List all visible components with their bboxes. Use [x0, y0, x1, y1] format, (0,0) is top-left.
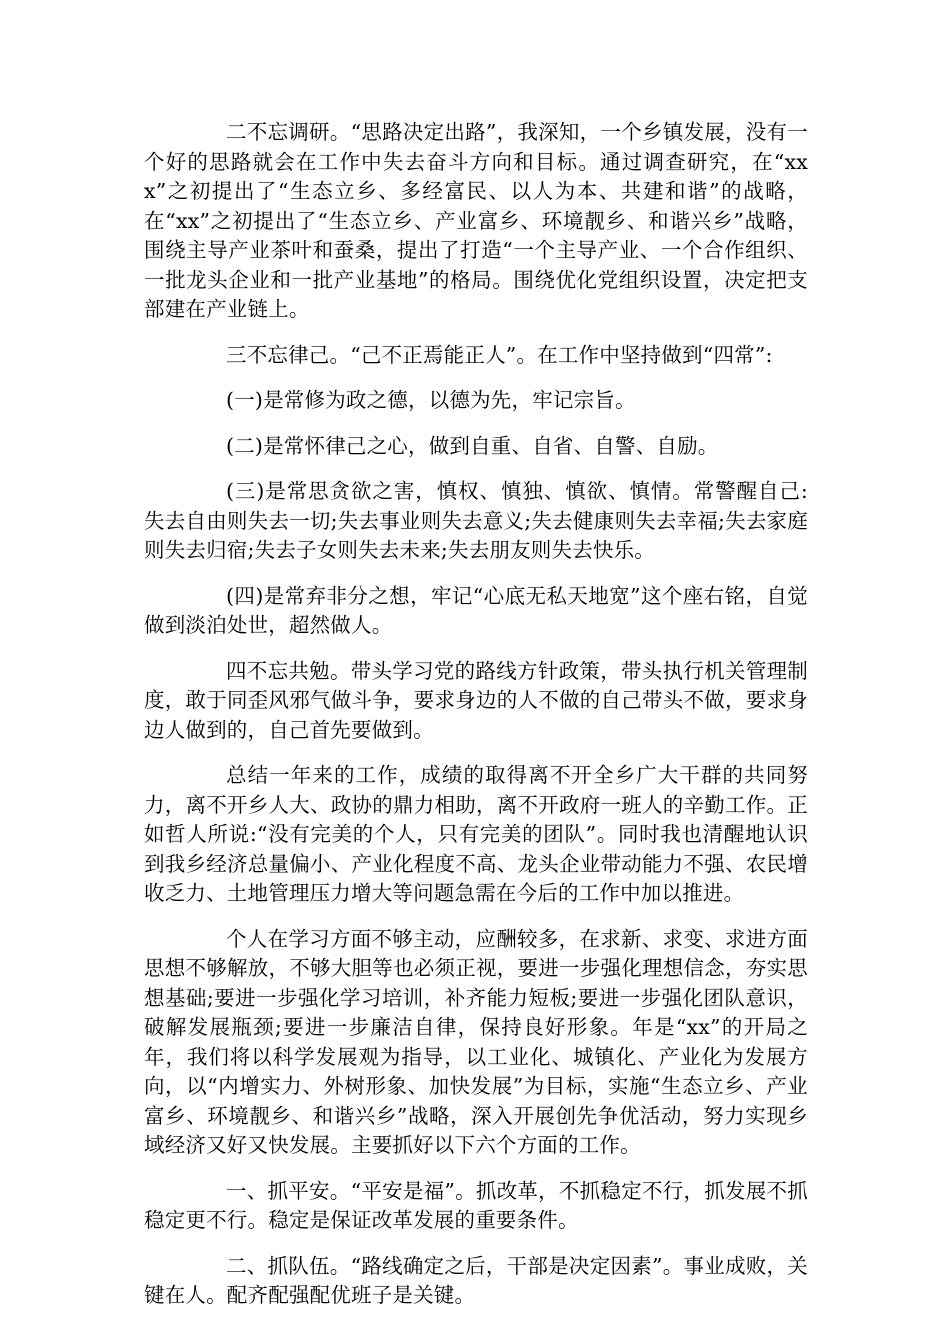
paragraph-self-criticism: 个人在学习方面不够主动，应酬较多，在求新、求变、求进方面思想不够解放，不够大胆等也必须正视，要进一步强化理想信念，夯实思想基础;要进一步强化学习培训，补齐能力短板;要进一步强化团队意识，破解发展瓶颈;要进一步廉洁自律，保持良好形象。年是“xx”的开局之年，我们将以科学发展观为指导，以工业化、城镇化、产业化为发展方向，以“内增实力、外树形象、加快发展”为目标，实施“生态立乡、产业富乡、环境靓乡、和谐兴乡”战略，深入开展创先争优活动，努力实现乡域经济又好又快发展。主要抓好以下六个方面的工作。: [144, 926, 808, 1157]
paragraph-summary: 总结一年来的工作，成绩的取得离不开全乡广大干群的共同努力，离不开乡人大、政协的鼎力相助，离不开政府一班人的辛勤工作。正如哲人所说:“没有完美的个人，只有完美的团队”。同时我也清醒地认识到我乡经济总量偏小、产业化程度不高、龙头企业带动能力不强、农民增收乏力、土地管理压力增大等问题急需在今后的工作中加以推进。: [144, 763, 808, 905]
paragraph-constant-2: (二)是常怀律己之心，做到自重、自省、自警、自励。: [226, 433, 719, 458]
paragraph-task-safety: 一、抓平安。“平安是福”。抓改革，不抓稳定不行，抓发展不抓稳定更不行。稳定是保证改革发展的重要条件。: [144, 1178, 808, 1232]
paragraph-mutual-encouragement: 四不忘共勉。带头学习党的路线方针政策，带头执行机关管理制度，敢于同歪风邪气做斗争，要求身边的人不做的自己带头不做，要求身边人做到的，自己首先要做到。: [144, 658, 808, 742]
paragraph-research: 二不忘调研。“思路决定出路”，我深知，一个乡镇发展，没有一个好的思路就会在工作中失去奋斗方向和目标。通过调查研究，在“xxx”之初提出了“生态立乡、多经富民、以人为本、共建和谐”的战略，在“xx”之初提出了“生态立乡、产业富乡、环境靓乡、和谐兴乡”战略，围绕主导产业茶叶和蚕桑，提出了打造“一个主导产业、一个合作组织、一批龙头企业和一批产业基地”的格局。围绕优化党组织设置，决定把支部建在产业链上。: [144, 120, 808, 321]
paragraph-task-team: 二、抓队伍。“路线确定之后，干部是决定因素”。事业成败，关键在人。配齐配强配优班子是关键。: [144, 1253, 808, 1307]
paragraph-constant-4: (四)是常弃非分之想，牢记“心底无私天地宽”这个座右铭，自觉做到淡泊处世，超然做人。: [144, 583, 808, 637]
document-body: [144, 118, 808, 1327]
paragraph-constant-3: (三)是常思贪欲之害，慎权、慎独、慎欲、慎情。常警醒自己:失去自由则失去一切;失去事业则失去意义;失去健康则失去幸福;失去家庭则失去归宿;失去子女则失去未来;失去朋友则失去快乐。: [144, 479, 808, 562]
paragraph-self-discipline: 三不忘律己。“己不正焉能正人”。在工作中坚持做到“四常”:: [226, 342, 773, 367]
paragraph-constant-1: (一)是常修为政之德，以德为先，牢记宗旨。: [226, 388, 636, 412]
